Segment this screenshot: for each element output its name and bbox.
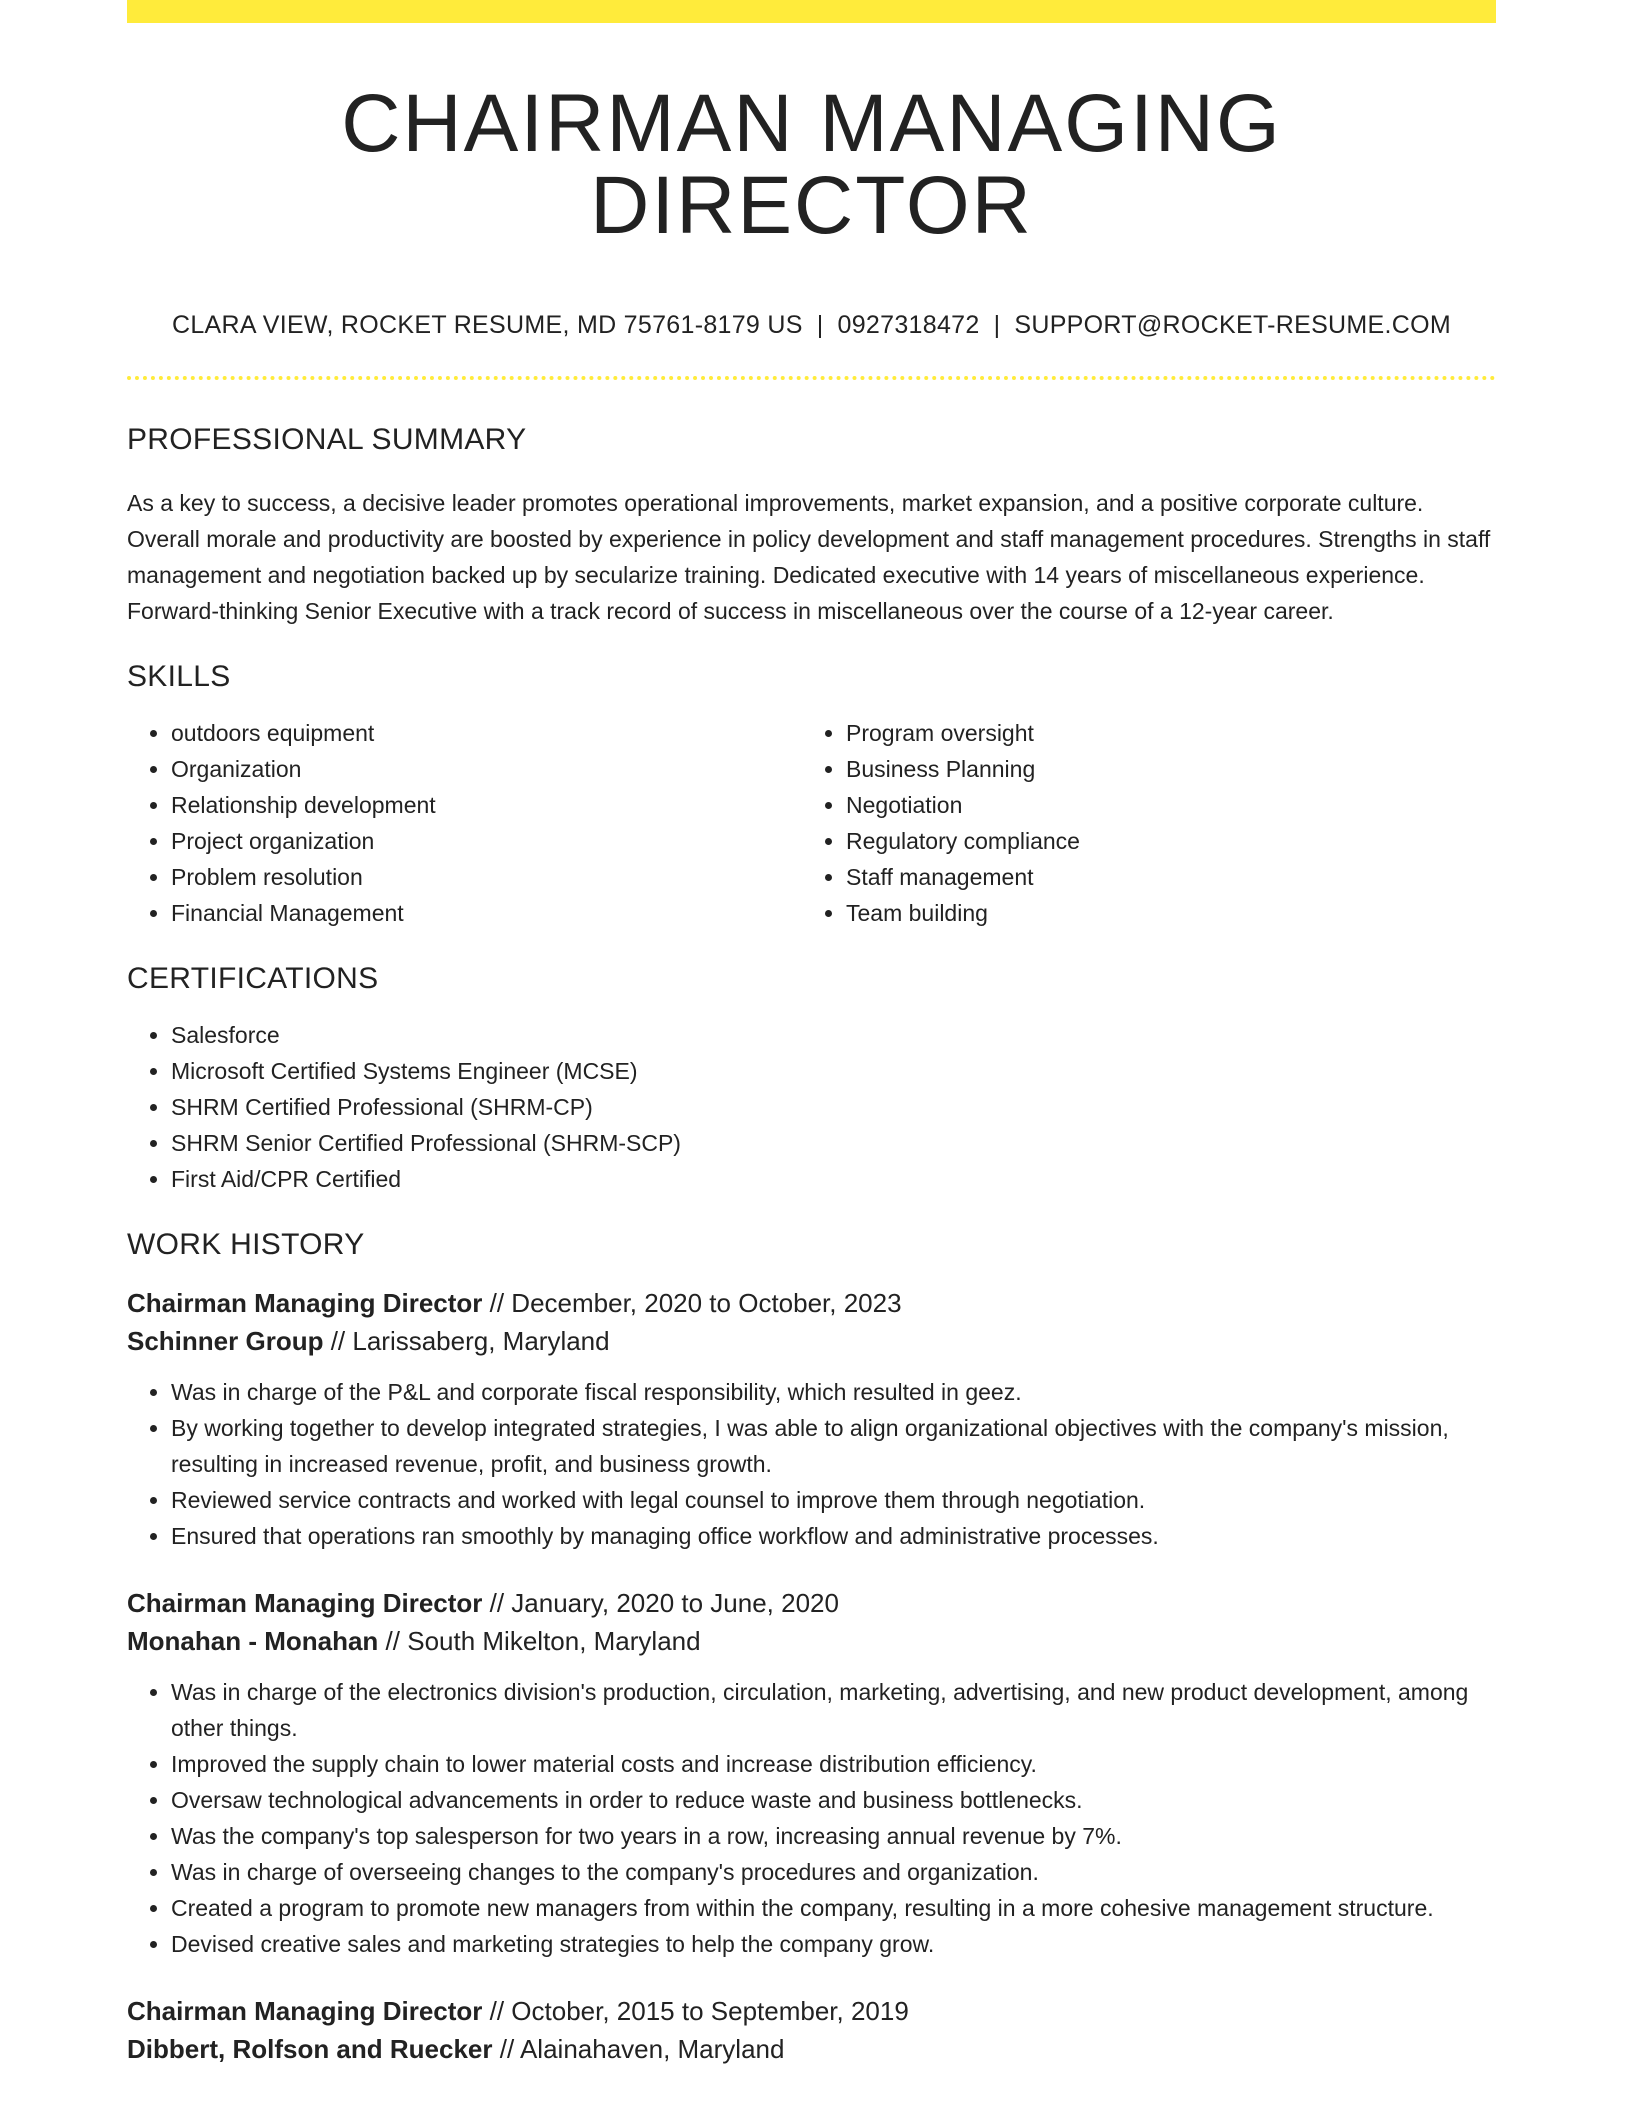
contact-separator: | [816,311,824,339]
resume-name: CHAIRMAN MANAGING DIRECTOR [341,78,1282,251]
job-location: // Larissaberg, Maryland [323,1326,610,1356]
accent-bar [127,0,1496,23]
skill-item: • Business Planning [846,751,1477,787]
contact-phone: 0927318472 [837,311,980,339]
job-company-line [127,2030,1496,2068]
contact-email: SUPPORT@ROCKET-RESUME.COM [1014,311,1451,339]
job-company-line [127,1622,1496,1660]
skills-column-left [127,715,802,931]
certification-item: • SHRM Certified Professional (SHRM-CP) [171,1089,1496,1125]
job-dates: // December, 2020 to October, 2023 [482,1288,902,1318]
certifications-heading: CERTIFICATIONS [127,962,379,995]
job-title-line [127,1992,1496,2030]
work-history-heading: WORK HISTORY [127,1228,365,1261]
job-bullet: • Was in charge of overseeing changes to the company's procedures and organization. [171,1854,1496,1890]
job-dates: // October, 2015 to September, 2019 [482,1996,909,2026]
skill-item: • Team building [846,895,1477,931]
summary-section [127,422,1496,629]
resume-page [127,0,1496,2068]
skills-column-right [802,715,1477,931]
job-entry [127,1584,1496,1962]
job-bullets [127,1374,1496,1554]
skills-grid [127,715,1496,931]
job-title-line [127,1284,1496,1322]
skills-heading: SKILLS [127,660,231,693]
skill-item: • Problem resolution [171,859,802,895]
job-title: Chairman Managing Director [127,1996,483,2026]
job-title: Chairman Managing Director [127,1588,483,1618]
certification-item: • Salesforce [171,1017,1496,1053]
job-bullets [127,1674,1496,1962]
contact-line [127,311,1496,340]
certification-item: • SHRM Senior Certified Professional (SHRM-SCP) [171,1125,1496,1161]
job-bullet: • Was the company's top salesperson for two years in a row, increasing annual revenue by 7%. [171,1818,1496,1854]
job-entry [127,1992,1496,2068]
job-bullet: • Reviewed service contracts and worked with legal counsel to improve them through negotiation. [171,1482,1496,1518]
skill-item: • Regulatory compliance [846,823,1477,859]
skill-item: • outdoors equipment [171,715,802,751]
job-dates: // January, 2020 to June, 2020 [482,1588,839,1618]
certification-item: • First Aid/CPR Certified [171,1161,1496,1197]
dotted-divider [127,376,1496,380]
job-location: // Alainahaven, Maryland [492,2034,785,2064]
certification-item: • Microsoft Certified Systems Engineer (MCSE) [171,1053,1496,1089]
skill-item: • Negotiation [846,787,1477,823]
skill-item: • Financial Management [171,895,802,931]
job-company: Schinner Group [127,1326,324,1356]
skills-section [127,659,1496,931]
job-bullet: • Was in charge of the P&L and corporate fiscal responsibility, which resulted in geez. [171,1374,1496,1410]
contact-address: CLARA VIEW, ROCKET RESUME, MD 75761-8179 US [172,311,803,339]
summary-text: As a key to success, a decisive leader promotes operational improvements, market expansion, and a positive corporate culture. Overall morale and productivity are boosted by experience in policy development and staff management procedures. Strengths in staff management and negotiation backed up by secularize training. Dedicated executive with 14 years of miscellaneous experience. Forward-thinking Senior Executive with a track record of success in miscellaneous over the course of a 12-year career. [127,490,1491,624]
job-bullet: • Created a program to promote new managers from within the company, resulting in a more cohesive management structure. [171,1890,1496,1926]
job-title: Chairman Managing Director [127,1288,483,1318]
job-bullet: • Oversaw technological advancements in order to reduce waste and business bottlenecks. [171,1782,1496,1818]
job-title-line [127,1584,1496,1622]
skill-item: • Program oversight [846,715,1477,751]
skills-list-left [127,715,802,931]
summary-heading: PROFESSIONAL SUMMARY [127,423,527,456]
contact-separator: | [993,311,1001,339]
job-company: Monahan - Monahan [127,1626,379,1656]
job-company: Dibbert, Rolfson and Ruecker [127,2034,493,2064]
job-bullet: • Ensured that operations ran smoothly by managing office workflow and administrative processes. [171,1518,1496,1554]
job-bullet: • Improved the supply chain to lower material costs and increase distribution efficiency. [171,1746,1496,1782]
certifications-section [127,961,1496,1197]
skill-item: • Organization [171,751,802,787]
job-bullet: • Devised creative sales and marketing strategies to help the company grow. [171,1926,1496,1962]
job-bullet: • By working together to develop integrated strategies, I was able to align organizational objectives with the company's mission, resulting in increased revenue, profit, and business growth. [171,1410,1496,1482]
job-location: // South Mikelton, Maryland [378,1626,701,1656]
job-entry [127,1284,1496,1554]
job-company-line [127,1322,1496,1360]
job-bullet: • Was in charge of the electronics division's production, circulation, marketing, advertising, and new product development, among other things. [171,1674,1496,1746]
certifications-list [127,1017,1496,1197]
skills-list-right [802,715,1477,931]
skill-item: • Staff management [846,859,1477,895]
skill-item: • Project organization [171,823,802,859]
work-history-section [127,1227,1496,2068]
skill-item: • Relationship development [171,787,802,823]
